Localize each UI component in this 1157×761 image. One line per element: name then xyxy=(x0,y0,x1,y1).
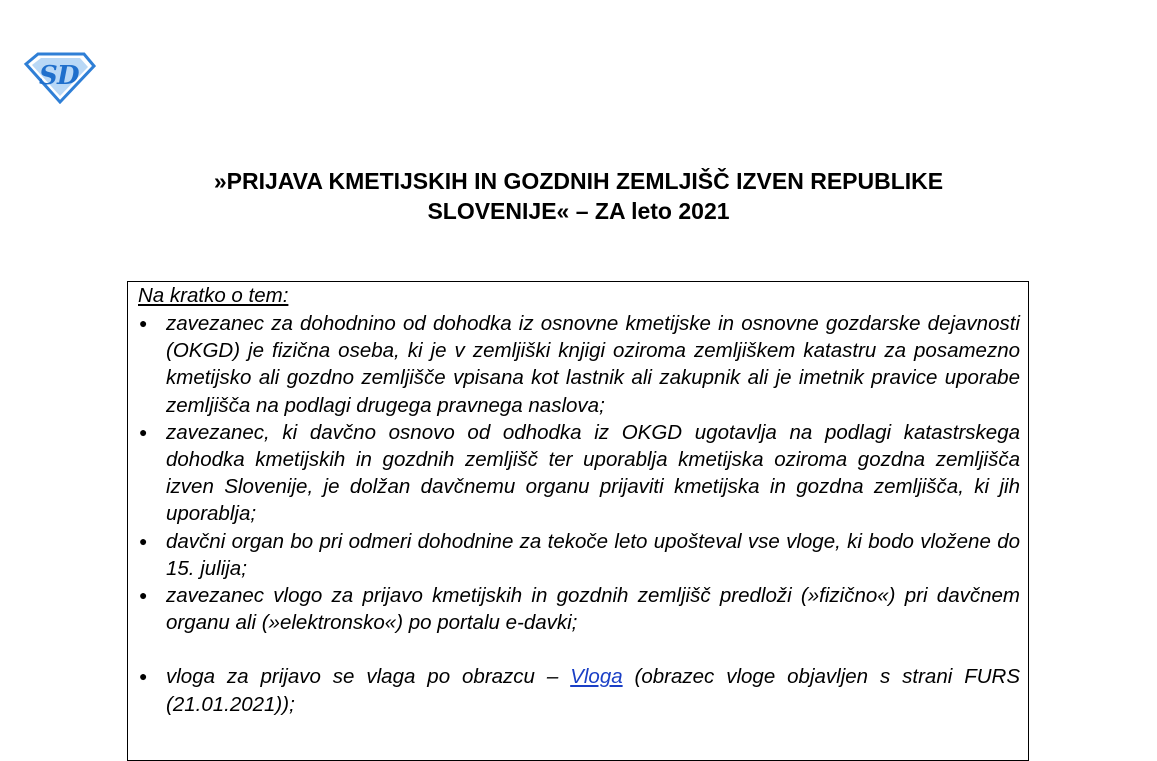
list-item-text: zavezanec za dohodnino od dohodka iz osnovne kmetijske in osnovne gozdarske dejavnosti (OKGD) je fizična oseba, ki je v zemljiški knjigi oziroma zemljiškem katastru za posamezno kmetijsko ali gozdno zemljišče vpisana kot lastnik ali zakupnik ali je imetnik pravice uporabe zemljišča na podlagi drugega pravnega naslova; xyxy=(166,312,1020,417)
list-item-text-before: vloga za prijavo se vlaga po obrazcu – xyxy=(166,665,571,689)
list-item-text: zavezanec vlogo za prijavo kmetijskih in gozdnih zemljišč predloži (»fizično«) pri davčnem organu ali (»elektronsko«) po portalu e-davki; xyxy=(166,584,1020,635)
list-item xyxy=(128,310,1028,419)
list-item-text: zavezanec, ki davčno osnovo od odhodka iz OKGD ugotavlja na podlagi katastrskega dohodka kmetijskih in gozdnih zemljišč ter uporablja kmetijska oziroma gozdna zemljišča izven Slovenije, je dolžan davčnemu organu prijaviti kmetijska in gozdna zemljišča, ki jih uporablja; xyxy=(166,420,1020,526)
title-line-1: »PRIJAVA KMETIJSKIH IN GOZDNIH ZEMLJIŠČ IZVEN REPUBLIKE xyxy=(213,168,944,194)
list-item-text: davčni organ bo pri odmeri dohodnine za tekoče leto upošteval vse vloge, ki bodo vložene do 15. julija; xyxy=(166,529,1020,580)
list-item-text-after: (obrazec vloge objavljen s strani FURS (21.01.2021)); xyxy=(166,665,1020,716)
bullet-icon: ● xyxy=(139,668,148,685)
svg-text:S: S xyxy=(39,61,58,91)
logo-icon xyxy=(22,50,96,104)
list-item xyxy=(128,419,1028,528)
bullet-icon: ● xyxy=(139,532,148,549)
summary-box xyxy=(127,281,1029,761)
list-item xyxy=(128,528,1028,582)
bullet-icon: ● xyxy=(139,315,148,331)
bullet-icon: ● xyxy=(139,423,148,440)
vloga-link[interactable]: Vloga xyxy=(570,665,623,689)
summary-list xyxy=(128,310,1028,718)
title-line-2: SLOVENIJE« – ZA leto 2021 xyxy=(427,198,730,224)
bullet-icon: ● xyxy=(139,587,148,604)
summary-heading: Na kratko o tem: xyxy=(138,284,289,307)
list-item xyxy=(128,582,1028,636)
document-title xyxy=(0,166,1157,226)
list-item xyxy=(128,663,1028,717)
svg-text:D: D xyxy=(57,61,80,91)
